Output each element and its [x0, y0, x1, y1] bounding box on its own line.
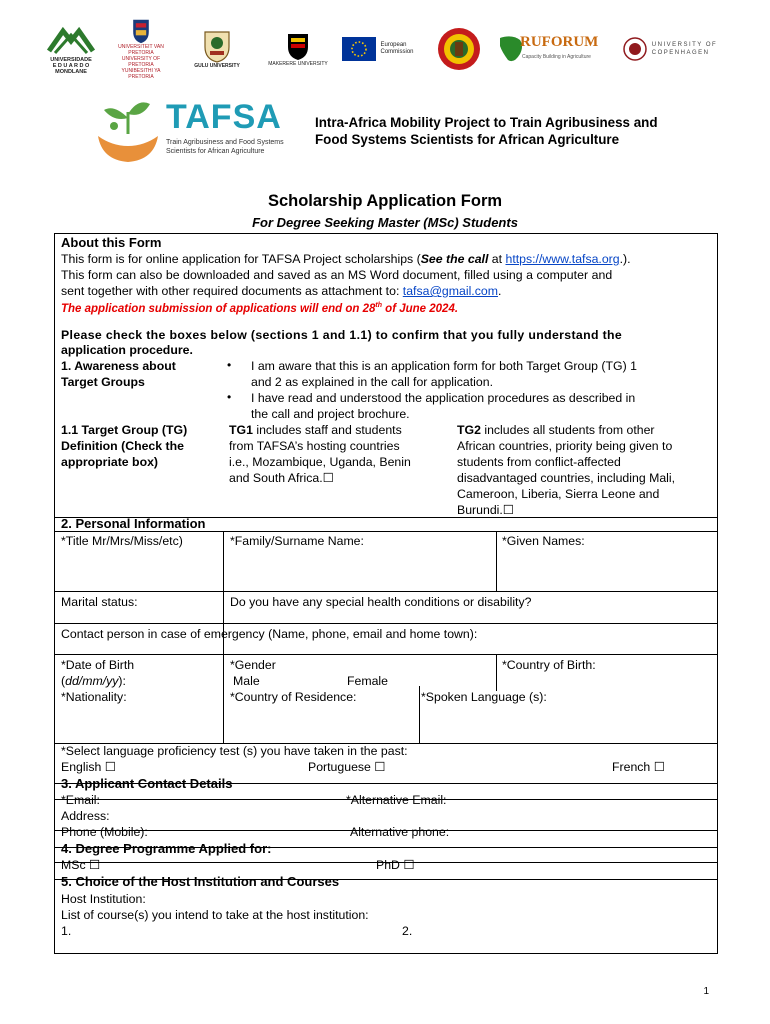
partner-logos — [40, 18, 730, 80]
email-field-label[interactable]: *Email: — [61, 793, 100, 807]
gender-field-label: *Gender — [230, 658, 276, 672]
given-names-field-label[interactable]: *Given Names: — [502, 534, 585, 548]
language-test-label: *Select language proficiency test (s) you have taken in the past: — [61, 744, 408, 758]
about-line-1: This form is for online application for TAFSA Project scholarships (See the call at https://www.tafsa.org.). — [61, 252, 631, 266]
courses-field-label: List of course(s) you intend to take at the host institution: — [61, 908, 369, 922]
awareness-label: 1. Awareness about Target Groups — [61, 359, 176, 389]
host-institution-field-label[interactable]: Host Institution: — [61, 892, 146, 906]
alternative-email-field-label[interactable]: *Alternative Email: — [346, 793, 447, 807]
health-conditions-field-label[interactable]: Do you have any special health conditions or disability? — [230, 595, 532, 609]
course-item-1[interactable]: 1. — [61, 924, 72, 938]
egerton-logo — [428, 18, 490, 80]
marital-status-field-label[interactable]: Marital status: — [61, 595, 138, 609]
date-of-birth-field-label[interactable]: *Date of Birth (dd/mm/yy): — [61, 658, 135, 688]
bullet-icon: • — [227, 390, 232, 404]
tg1-option[interactable]: TG1 includes staff and students from TAFSA’s hosting countries i.e., Mozambique, Uganda, Benin and South Africa.☐ — [229, 423, 411, 485]
about-line-2: This form can also be downloaded and saved as an MS Word document, filled using a computer and — [61, 268, 613, 282]
instruction-line-2: application procedure. — [61, 343, 193, 357]
form-title: Scholarship Application Form — [267, 192, 503, 210]
tafsa-email-link[interactable]: tafsa@gmail.com — [402, 284, 498, 298]
tafsa-logo — [92, 94, 292, 166]
tg2-option[interactable]: TG2 includes all students from other African countries, priority being given to students from conflict-affected disadvantaged countries, including Mali, Cameroon, Liberia, Sierra Leone and Burundi.☐ — [457, 423, 676, 517]
copenhagen-seal-icon — [623, 37, 647, 61]
alternative-phone-field-label[interactable]: Alternative phone: — [350, 825, 450, 839]
msc-checkbox[interactable]: MSc ☐ — [61, 858, 101, 872]
deadline-notice: The application submission of applications will end on 28th of June 2024. — [61, 302, 459, 315]
form-subtitle: For Degree Seeking Master (MSc) Students — [252, 215, 518, 230]
country-of-birth-field-label[interactable]: *Country of Birth: — [502, 658, 596, 672]
european-commission-logo: European Commission — [336, 18, 420, 80]
gulu-logo: GULU UNIVERSITY — [182, 18, 252, 80]
tg2-checkbox[interactable]: Burundi.☐ — [457, 503, 514, 517]
makerere-crest-icon — [285, 31, 311, 61]
about-line-3: sent together with other required documents as attachment to: tafsa@gmail.com. — [61, 284, 502, 298]
up-shield-icon — [130, 18, 152, 44]
project-title: Intra-Africa Mobility Project to Train Agribusiness and Food Systems Scientists for African Agriculture — [315, 115, 658, 147]
bullet-icon: • — [227, 358, 232, 372]
host-institution-heading: 5. Choice of the Host Institution and Courses — [61, 874, 340, 889]
eu-flag-icon — [342, 37, 376, 61]
ruforum-logo: RUFORUM Capacity Building in Agriculture — [492, 18, 604, 80]
tafsa-wordmark: TAFSA — [166, 98, 282, 136]
gender-male-option[interactable]: Male — [233, 674, 260, 688]
personal-info-heading: 2. Personal Information — [61, 516, 206, 531]
nationality-field-label[interactable]: *Nationality: — [61, 690, 127, 704]
french-checkbox[interactable]: French ☐ — [612, 760, 665, 774]
tafsa-website-link[interactable]: https://www.tafsa.org — [505, 252, 620, 266]
portuguese-checkbox[interactable]: Portuguese ☐ — [308, 760, 386, 774]
title-field-label[interactable]: *Title Mr/Mrs/Miss/etc) — [61, 534, 183, 548]
makerere-logo: MAKERERE UNIVERSITY — [268, 18, 328, 80]
emergency-contact-field-label[interactable]: Contact person in case of emergency (Name, phone, email and home town): — [61, 627, 478, 641]
page-number: 1 — [703, 986, 709, 997]
uem-logo: UNIVERSIDADE E D U A R D O MONDLANE — [40, 18, 102, 80]
instruction-line-1: Please check the boxes below (sections 1 and 1.1) to confirm that you fully understand the — [61, 328, 623, 342]
surname-field-label[interactable]: *Family/Surname Name: — [230, 534, 364, 548]
about-heading: About this Form — [61, 235, 162, 250]
tafsa-tagline: Train Agribusiness and Food Systems Scientists for African Agriculture — [166, 139, 284, 155]
up-logo: UNIVERSITEIT VAN PRETORIA UNIVERSITY OF PRETORIA YUNIBESITHI YA PRETORIA — [110, 18, 172, 80]
degree-programme-heading: 4. Degree Programme Applied for: — [61, 841, 272, 856]
course-item-2[interactable]: 2. — [402, 924, 413, 938]
english-checkbox[interactable]: English ☐ — [61, 760, 116, 774]
awareness-statement-1: I am aware that this is an application form for both Target Group (TG) 1 and 2 as explained in the call for application. — [251, 359, 637, 389]
egerton-seal-icon — [436, 26, 482, 72]
copenhagen-logo: UNIVERSITY OF COPENHAGEN — [610, 18, 730, 80]
gender-female-option[interactable]: Female — [347, 674, 389, 688]
target-group-label: 1.1 Target Group (TG) Definition (Check the appropriate box) — [61, 423, 188, 469]
phone-field-label[interactable]: Phone (Mobile): — [61, 825, 148, 839]
gulu-crest-icon — [202, 29, 232, 63]
phd-checkbox[interactable]: PhD ☐ — [376, 858, 415, 872]
tg1-checkbox[interactable]: and South Africa.☐ — [229, 471, 334, 485]
uem-emblem-icon — [45, 23, 97, 57]
awareness-statement-2: I have read and understood the application procedures as described in the call and project brochure. — [251, 391, 636, 421]
country-of-residence-field-label[interactable]: *Country of Residence: — [230, 690, 357, 704]
spoken-language-field-label[interactable]: *Spoken Language (s): — [421, 690, 547, 704]
address-field-label[interactable]: Address: — [61, 809, 110, 823]
contact-details-heading: 3. Applicant Contact Details — [61, 776, 233, 791]
seedling-hands-icon — [92, 94, 164, 166]
